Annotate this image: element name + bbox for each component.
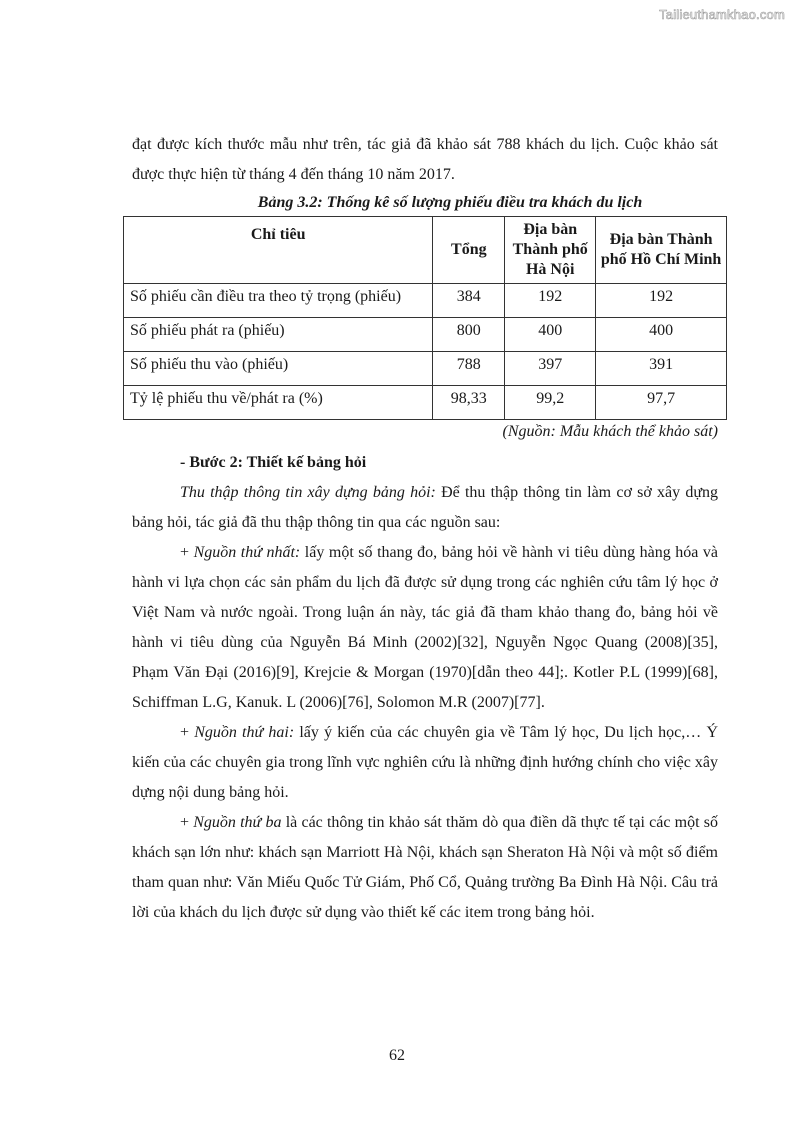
source3-lead: Nguồn thứ ba xyxy=(193,814,282,831)
row-total: 800 xyxy=(433,318,505,352)
source3-paragraph xyxy=(132,808,718,928)
collect-lead: Thu thập thông tin xây dựng bảng hỏi: xyxy=(180,484,436,501)
table-header-row xyxy=(124,217,727,284)
row-hanoi: 192 xyxy=(505,284,596,318)
intro-paragraph: đạt được kích thước mẫu như trên, tác giả đã khảo sát 788 khách du lịch. Cuộc khảo sát được thực hiện từ tháng 4 đến tháng 10 năm 2017. xyxy=(132,136,718,183)
table-row xyxy=(124,284,727,318)
collect-paragraph xyxy=(132,478,718,538)
table-source: (Nguồn: Mẫu khách thể khảo sát) xyxy=(502,423,718,440)
row-total: 98,33 xyxy=(433,386,505,420)
page-content xyxy=(130,130,722,928)
source2-prefix: + xyxy=(180,724,195,741)
source1-paragraph xyxy=(132,538,718,718)
header-hcm: Địa bàn Thành phố Hồ Chí Minh xyxy=(596,217,727,284)
source2-paragraph xyxy=(132,718,718,808)
row-hcm: 192 xyxy=(596,284,727,318)
row-label: Số phiếu thu vào (phiếu) xyxy=(124,352,433,386)
table-caption: Bảng 3.2: Thống kê số lượng phiếu điều tra khách du lịch xyxy=(257,194,643,211)
header-total: Tổng xyxy=(433,217,505,284)
table-row xyxy=(124,352,727,386)
row-hcm: 391 xyxy=(596,352,727,386)
table-row xyxy=(124,386,727,420)
header-hanoi: Địa bàn Thành phố Hà Nội xyxy=(505,217,596,284)
source1-prefix: + xyxy=(180,544,194,561)
row-hcm: 97,7 xyxy=(596,386,727,420)
row-label: Số phiếu cần điều tra theo tỷ trọng (phiếu) xyxy=(124,284,433,318)
row-label: Số phiếu phát ra (phiếu) xyxy=(124,318,433,352)
collect-text: Để thu thập thông tin làm cơ sở xây dựng bảng hỏi, tác giả đã thu thập thông tin qua các nguồn sau: xyxy=(132,484,718,531)
step2-heading: - Bước 2: Thiết kế bảng hỏi xyxy=(180,454,367,471)
survey-table xyxy=(123,216,727,420)
row-hanoi: 397 xyxy=(505,352,596,386)
row-label: Tỷ lệ phiếu thu về/phát ra (%) xyxy=(124,386,433,420)
page-number: 62 xyxy=(389,1047,405,1064)
row-hcm: 400 xyxy=(596,318,727,352)
source2-lead: Nguồn thứ hai: xyxy=(194,724,295,741)
source1-text: lấy một số thang đo, bảng hỏi về hành vi tiêu dùng hàng hóa và hành vi lựa chọn các sản phẩm du lịch đã được sử dụng trong các nghiên cứu tâm lý học ở Việt Nam và nước ngoài. Trong luận án này, tác giả đã tham khảo thang đo, bảng hỏi về hành vi tiêu dùng của Nguyễn Bá Minh (2002)[32], Nguyễn Ngọc Quang (2008)[35], Phạm Văn Đại (2016)[9], Krejcie & Morgan (1970)[dẫn theo 44];. Kotler P.L (1999)[68], Schiffman L.G, Kanuk. L (2006)[76], Solomon M.R (2007)[77]. xyxy=(132,544,719,711)
source3-prefix: + xyxy=(180,814,194,831)
row-hanoi: 400 xyxy=(505,318,596,352)
row-total: 384 xyxy=(433,284,505,318)
source3-text: là các thông tin khảo sát thăm dò qua điền dã thực tế tại các một số khách sạn lớn như: khách sạn Marriott Hà Nội, khách sạn Sheraton Hà Nội và một số điểm tham quan như: Văn Miếu Quốc Tử Giám, Phố Cổ, Quảng trường Ba Đình Hà Nội. Câu trả lời của khách du lịch được sử dụng vào thiết kế các item trong bảng hỏi. xyxy=(132,814,719,921)
source1-lead: Nguồn thứ nhất: xyxy=(193,544,301,561)
row-hanoi: 99,2 xyxy=(505,386,596,420)
table-row xyxy=(124,318,727,352)
source2-text: lấy ý kiến của các chuyên gia về Tâm lý học, Du lịch học,… Ý kiến của các chuyên gia trong lĩnh vực nghiên cứu là những định hướng chính cho việc xây dựng nội dung bảng hỏi. xyxy=(132,724,718,801)
watermark: Tailieuthamkhao.com xyxy=(659,7,785,22)
header-criteria: Chỉ tiêu xyxy=(124,217,433,284)
row-total: 788 xyxy=(433,352,505,386)
